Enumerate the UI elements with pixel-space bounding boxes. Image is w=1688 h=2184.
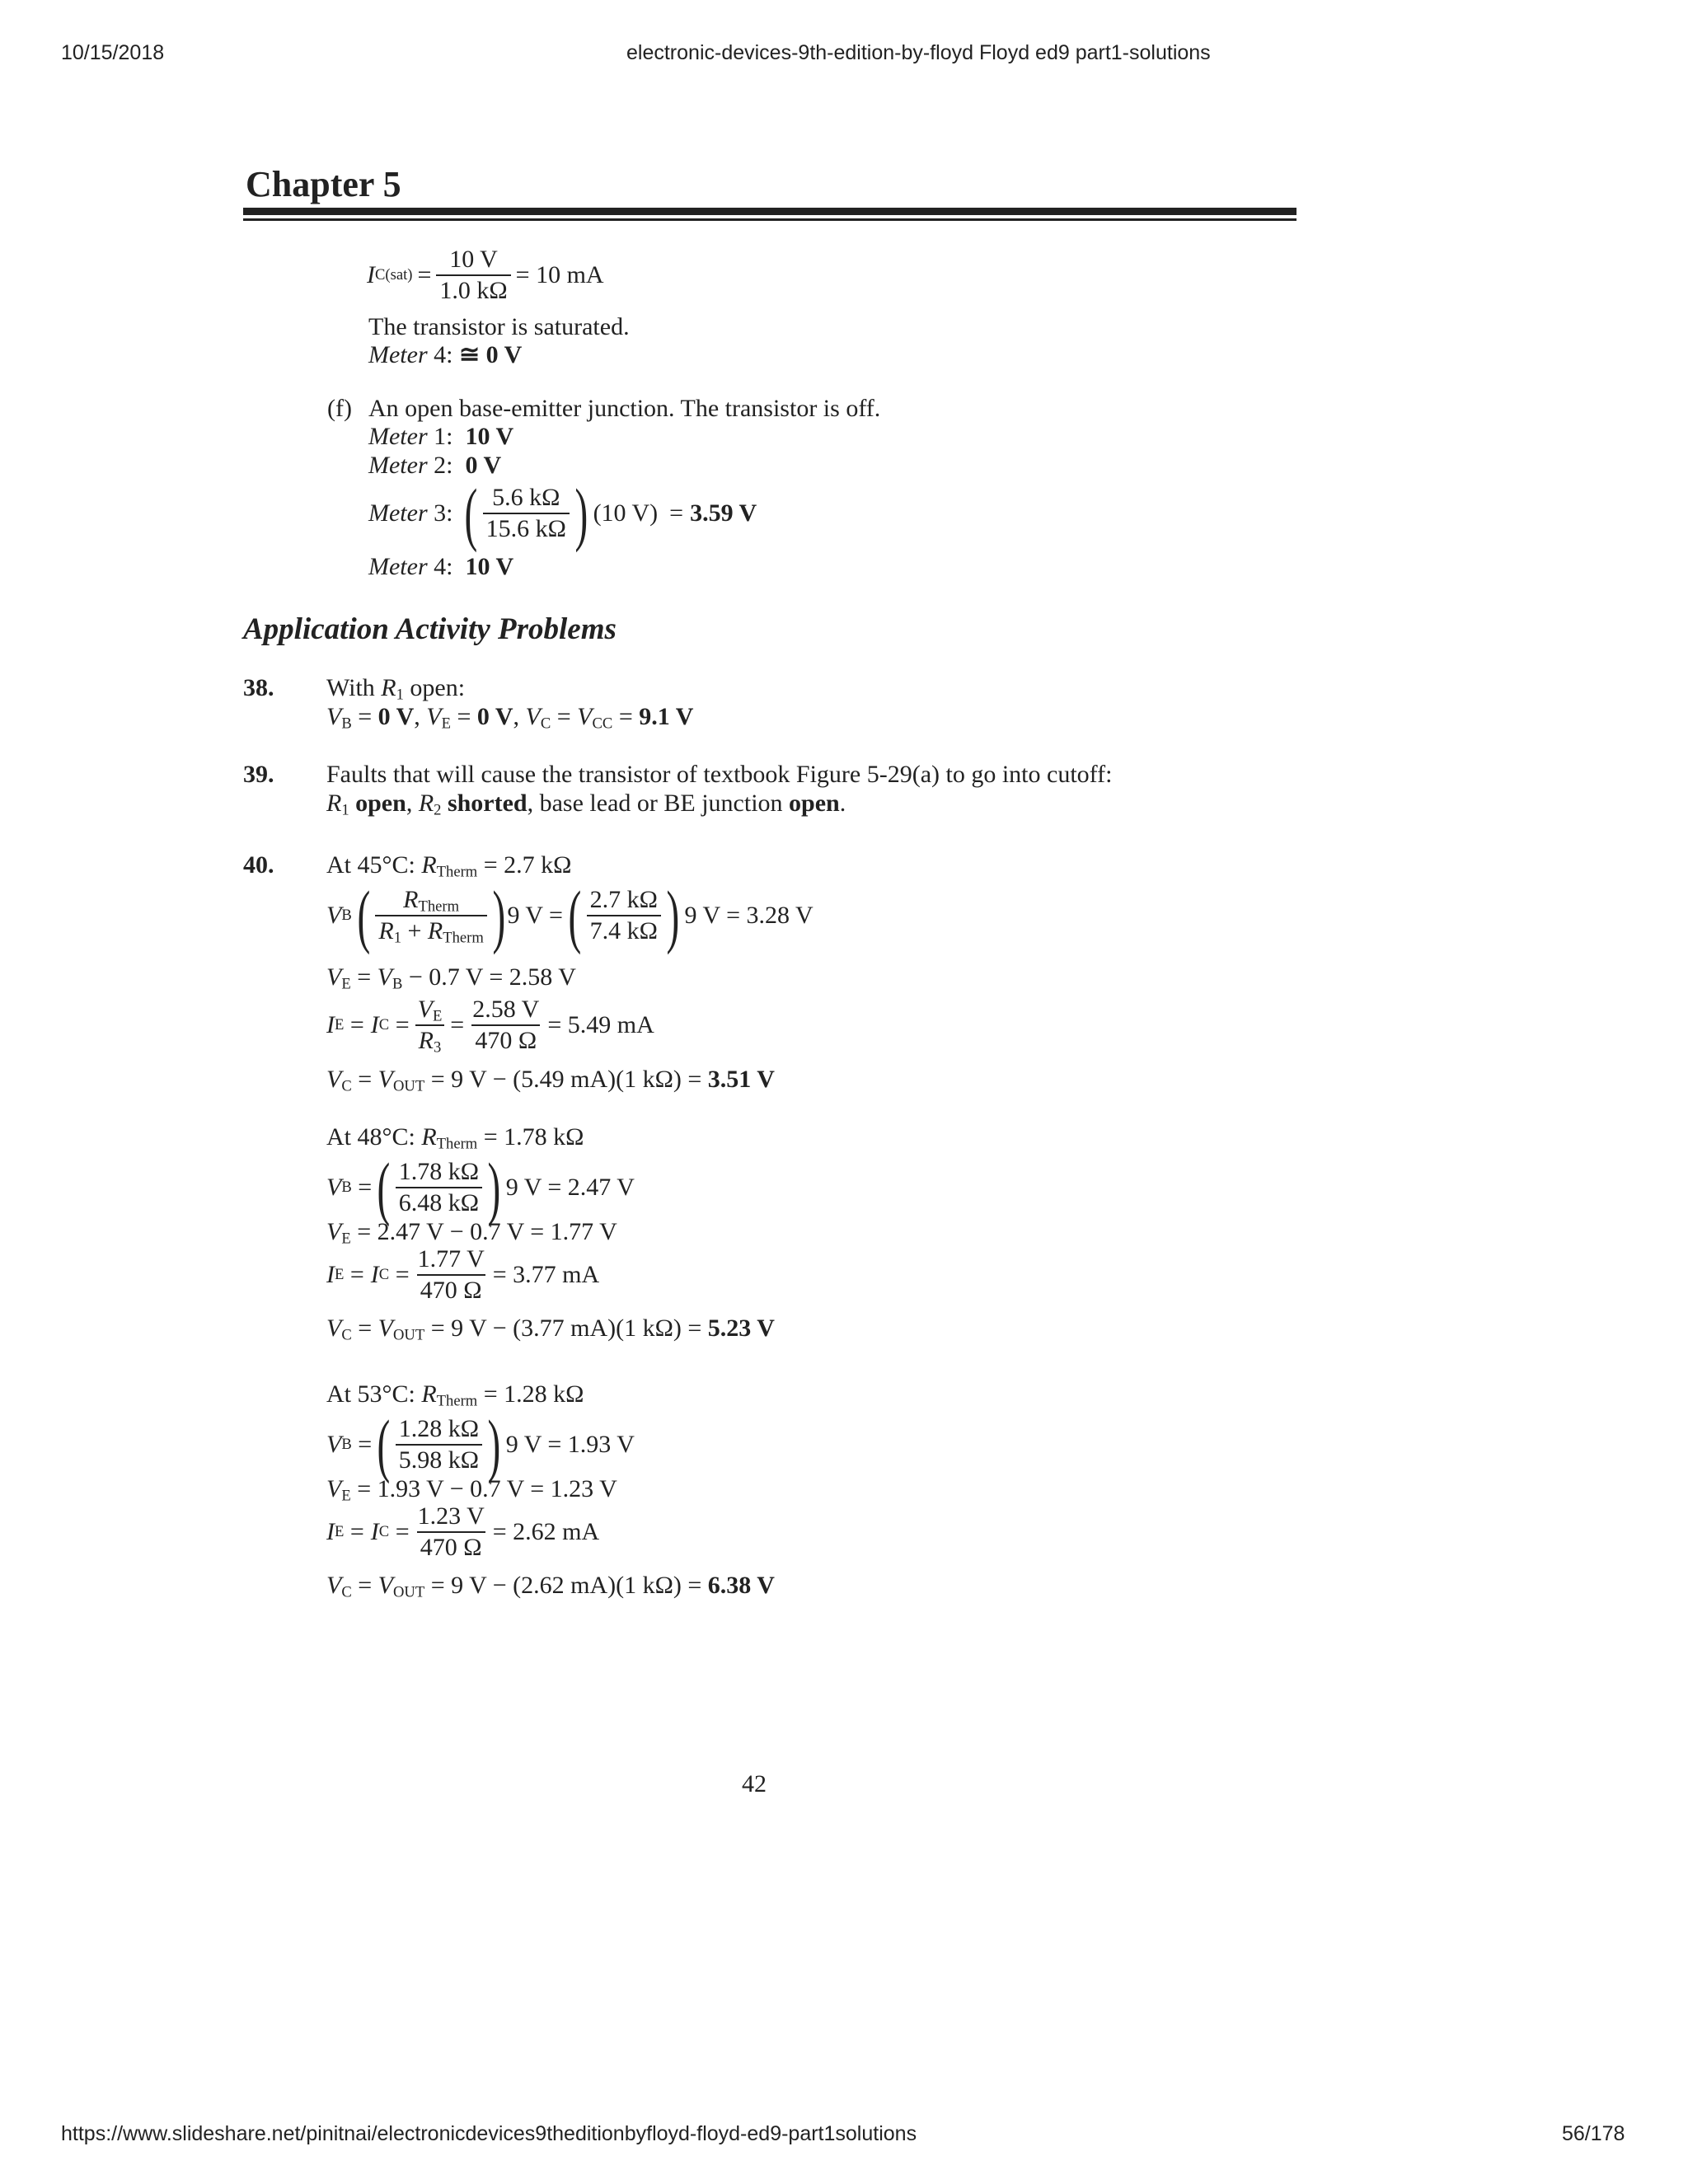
p40-vb53-equation: V B = ( $\frac{1.28 k\Omega}{5.98 k\Omega}$ ) 9 V = 1.93 V — [326, 1405, 635, 1484]
open-word: open — [789, 790, 840, 817]
text: , base lead or BE junction — [527, 790, 790, 817]
frac-num: 10 V — [449, 246, 498, 273]
meter4-f — [368, 555, 513, 579]
vc53-value: 6.38 V — [707, 1572, 775, 1599]
frac-den: 1.0 kΩ — [436, 274, 510, 303]
vc48-value: 5.23 V — [707, 1315, 775, 1342]
frac-num: 1.78 kΩ — [398, 1158, 480, 1185]
meter-num: 2: — [434, 452, 453, 479]
p40-ie48-equation: I E = I C = $\frac{1.77 V}{470 \Omega}$ = 3.77 mA — [326, 1245, 600, 1304]
meter-word: Meter — [368, 499, 428, 527]
frac-num: 2.58 V — [472, 996, 540, 1023]
meter4-e — [368, 343, 522, 368]
text: = 1.78 kΩ — [483, 1123, 584, 1151]
text: At 48°C: — [326, 1123, 422, 1151]
problem-39-number: 39. — [243, 761, 274, 788]
p40-vc48: $V_C = V_{OUT} = 9$ V − (3.77 mA)(1 kΩ) = 5.23 V — [326, 1315, 775, 1344]
p40-vc53: $V_C = V_{OUT} = 9$ V − (2.62 mA)(1 kΩ) = 6.38 V — [326, 1572, 775, 1601]
problem-38-line2: $V_B = 0$ V, $V_E = 0$ V, $V_C = V_{CC} = 9.1$ V — [326, 703, 694, 733]
meter-num: 3: — [434, 499, 453, 527]
ve-re-fraction: $\frac{V_E}{R_3}$ — [415, 997, 446, 1053]
p40-vc45: $V_C = V_{OUT} = 9$ V − (5.49 mA)(1 kΩ) = 3.51 V — [326, 1066, 775, 1095]
text: = 9 V − (5.49 mA)(1 kΩ) = — [430, 1066, 708, 1093]
meter2-f — [368, 453, 501, 478]
meter-value: 10 V — [465, 553, 514, 580]
problem-40-number: 40. — [243, 851, 274, 879]
frac-num: 5.6 kΩ — [492, 484, 560, 511]
meter-value: 3.59 V — [690, 499, 757, 527]
ie53-fraction — [415, 1504, 488, 1560]
p40-vb48-equation: V B = ( $\frac{1.78 k\Omega}{6.48 k\Omega}$ ) 9 V = 2.47 V — [326, 1148, 635, 1227]
chapter-rule-thin — [243, 218, 1296, 221]
vb45-result: 9 V = 3.28 V — [684, 902, 814, 929]
part-f-label: (f) — [327, 395, 352, 422]
frac-den: 470 Ω — [417, 1531, 485, 1560]
meter-word: Meter — [368, 452, 428, 479]
meter-word: Meter — [368, 553, 428, 580]
page-number: 42 — [742, 1770, 767, 1797]
print-date: 10/15/2018 — [61, 41, 165, 64]
frac-num: 1.77 V — [417, 1245, 485, 1272]
p40-ie45-equation: I E = I C = $\frac{V_E}{R_3}$ = $\frac{2.58 V}{470 \Omega}$ = 5.49 mA — [326, 996, 654, 1057]
ie53-result: = 2.62 mA — [492, 1518, 600, 1545]
text: = 2.47 V − 0.7 V = 1.77 V — [357, 1218, 617, 1245]
meter-value: 0 V — [465, 452, 502, 479]
p40-vb45-equation: V B ( $\frac{R_{Therm}}{R_1 + R_{Therm}}$ ) 9 V = ( $\frac{2.7 k\Omega}{7.4 k\Omega}$ ) 9 V = 3.28 V — [326, 876, 814, 955]
text: open: — [403, 674, 466, 701]
ic-sat-result: = 10 mA — [515, 261, 604, 288]
vb53-result: 9 V = 1.93 V — [505, 1431, 635, 1458]
meter3-fraction — [483, 485, 570, 541]
ic-sat-fraction — [436, 247, 510, 303]
meter-value: ≅ 0 V — [458, 341, 523, 368]
therm-ratio-fraction: $\frac{R_{Therm}}{R_1 + R_{Therm}}$ — [375, 888, 486, 944]
frac-den: 7.4 kΩ — [587, 915, 661, 944]
ie48-fraction — [415, 1247, 488, 1303]
frac-den: 470 Ω — [471, 1024, 540, 1053]
problem-38-number: 38. — [243, 674, 274, 701]
p40-53-header: At 53°C: $R_{Therm} = 1.28$ kΩ — [326, 1380, 584, 1410]
paren-group: ( $\frac{1.78 k\Omega}{6.48 k\Omega}$ ) — [377, 1148, 501, 1227]
print-title: electronic-devices-9th-edition-by-floyd Floyd ed9 part1-solutions — [626, 41, 1211, 64]
ic-sat-equation: I C(sat) = $\frac{10 V}{1.0 k\Omega}$ = 10 mA — [367, 246, 604, 304]
p40-ve53: $V_E = 1.93$ V − 0.7 V = 1.23 V — [326, 1475, 617, 1505]
meter3-mult: (10 V) — [593, 499, 659, 527]
meter-word: Meter — [368, 341, 428, 368]
open-word: open — [355, 790, 406, 817]
ic-symbol: I — [367, 261, 375, 288]
p40-ie53-equation: I E = I C = $\frac{1.23 V}{470 \Omega}$ = 2.62 mA — [326, 1502, 600, 1561]
vb48-result: 9 V = 2.47 V — [505, 1174, 635, 1201]
frac-num: 1.23 V — [417, 1502, 485, 1530]
p40-ve45: $V_E = V_B - 0.7$ V = 2.58 V — [326, 963, 576, 993]
problem-39-line1: Faults that will cause the transistor of textbook Figure 5-29(a) to go into cutoff: — [326, 761, 1113, 788]
chapter-title: Chapter 5 — [246, 164, 401, 204]
shorted-word: shorted — [447, 790, 528, 817]
frac-num: 2.7 kΩ — [589, 886, 658, 913]
ie45-result: = 5.49 mA — [547, 1011, 654, 1038]
text: = 9 V − (2.62 mA)(1 kΩ) = — [430, 1572, 708, 1599]
meter-value: 10 V — [465, 423, 514, 450]
text: = 2.7 kΩ — [483, 851, 572, 879]
vb45-fraction — [587, 888, 661, 944]
saturated-text: The transistor is saturated. — [368, 313, 630, 340]
text: With — [326, 674, 382, 701]
text: At 45°C: — [326, 851, 422, 879]
meter-num: 4: — [434, 553, 453, 580]
text: = 1.93 V − 0.7 V = 1.23 V — [357, 1475, 617, 1502]
paren-group: ( $\frac{2.7 k\Omega}{7.4 k\Omega}$ ) — [568, 876, 680, 955]
frac-den: 6.48 kΩ — [396, 1187, 482, 1216]
print-page-count: 56/178 — [1562, 2122, 1625, 2145]
paren-group: ( $\frac{R_{Therm}}{R_1 + R_{Therm}}$ ) — [357, 876, 506, 955]
frac-num: 1.28 kΩ — [398, 1415, 480, 1442]
part-f-text: An open base-emitter junction. The transistor is off. — [368, 395, 881, 422]
frac-den: 470 Ω — [417, 1274, 485, 1303]
text: = 9 V − (3.77 mA)(1 kΩ) = — [430, 1315, 708, 1342]
vc45-value: 3.51 V — [707, 1066, 775, 1093]
problem-39-line2: $R_1$ open, $R_2$ shorted, base lead or BE junction open. — [326, 790, 846, 819]
meter-num: 1: — [434, 423, 453, 450]
meter1-f — [368, 424, 513, 449]
frac-den: 15.6 kΩ — [483, 513, 570, 541]
print-url[interactable]: https://www.slideshare.net/pinitnai/electronicdevices9theditionbyfloyd-floyd-ed9-part1solutions — [61, 2122, 917, 2145]
frac-den: 5.98 kΩ — [396, 1444, 482, 1473]
meter-num: 4: — [434, 341, 453, 368]
meter3-f: Meter 3: ( $\frac{5.6 k\Omega}{15.6 k\Omega}$ ) (10 V) = 3.59 V — [368, 474, 757, 553]
vb53-fraction — [396, 1417, 482, 1473]
vb48-fraction — [396, 1160, 482, 1216]
meter3-paren-group: ( $\frac{5.6 k\Omega}{15.6 k\Omega}$ ) — [464, 474, 588, 553]
text: = 2.58 V — [489, 963, 576, 991]
p40-ve48: $V_E = 2.47$ V − 0.7 V = 1.77 V — [326, 1218, 617, 1248]
section-heading: Application Activity Problems — [243, 612, 617, 646]
ie48-result: = 3.77 mA — [492, 1261, 600, 1288]
text: = 1.28 kΩ — [483, 1380, 584, 1408]
p40-45-header: At 45°C: $R_{Therm} = 2.7$ kΩ — [326, 851, 572, 881]
chapter-rule-thick — [243, 208, 1296, 215]
text: At 53°C: — [326, 1380, 422, 1408]
ie45-fraction — [469, 997, 542, 1053]
problem-38-line1: With $R_1$ open: — [326, 674, 466, 704]
meter-word: Meter — [368, 423, 428, 450]
paren-group: ( $\frac{1.28 k\Omega}{5.98 k\Omega}$ ) — [377, 1405, 501, 1484]
p40-48-header: At 48°C: $R_{Therm} = 1.78$ kΩ — [326, 1123, 584, 1153]
